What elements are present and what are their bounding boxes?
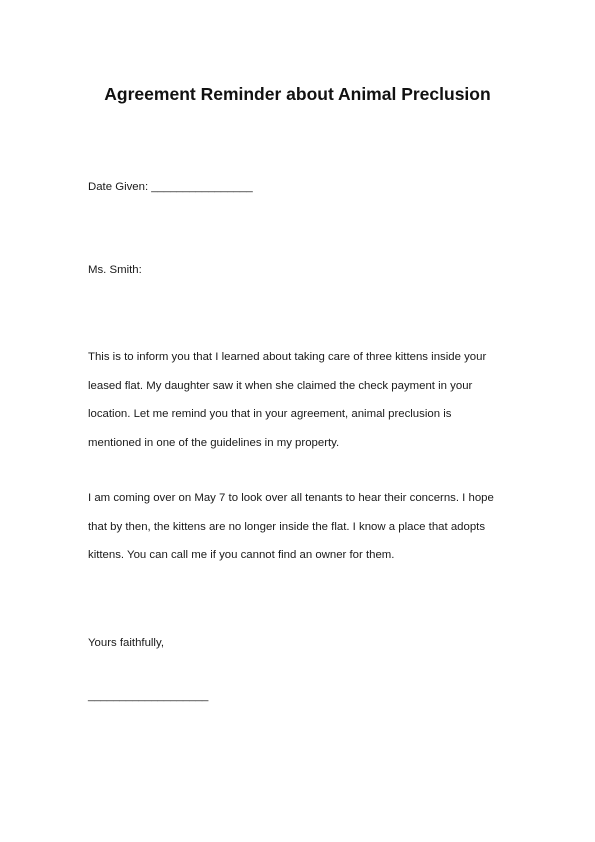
paragraph-line: kittens. You can call me if you cannot find an owner for them. (88, 549, 395, 561)
closing: Yours faithfully, (88, 637, 164, 649)
document-title: Agreement Reminder about Animal Preclusion (104, 84, 491, 104)
body-paragraph-2 (88, 484, 518, 570)
paragraph-line: mentioned in one of the guidelines in my property. (88, 436, 340, 449)
body-paragraph-1 (88, 343, 518, 457)
salutation: Ms. Smith: (88, 264, 142, 276)
paragraph-line: leased flat. My daughter saw it when she claimed the check payment in your (88, 379, 473, 392)
paragraph-line: I am coming over on May 7 to look over all tenants to hear their concerns. I hope (88, 492, 494, 504)
paragraph-line: location. Let me remind you that in your agreement, animal preclusion is (88, 408, 452, 420)
paragraph-line: This is to inform you that I learned about taking care of three kittens inside your (88, 351, 487, 363)
paragraph-line: that by then, the kittens are no longer inside the flat. I know a place that adopts (88, 520, 486, 533)
signature-line: ___________________ (88, 690, 209, 702)
date-given-line: Date Given: ________________ (88, 181, 253, 193)
